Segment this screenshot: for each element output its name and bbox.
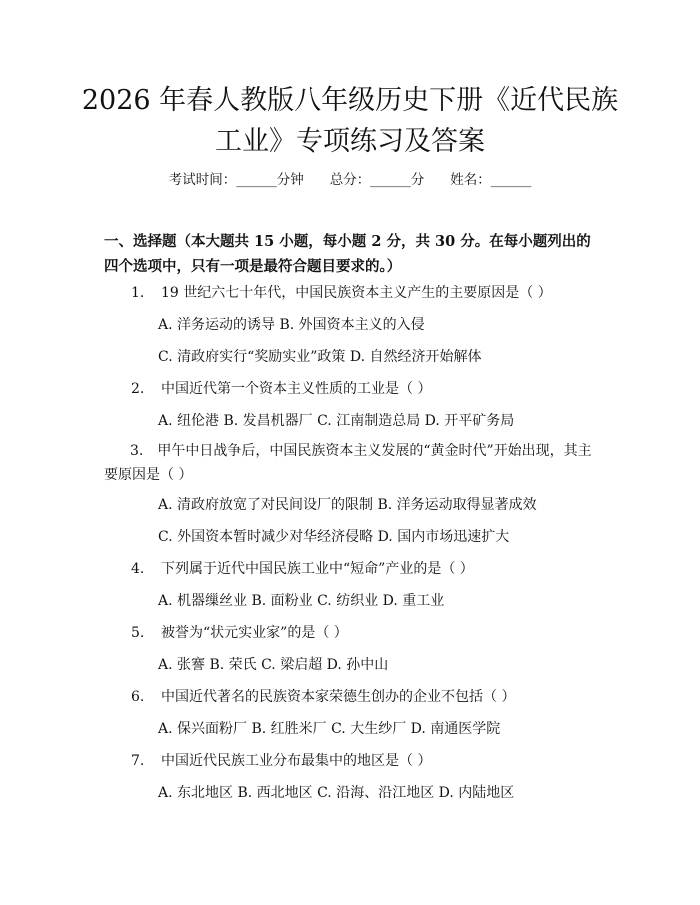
page-title-line1: 2026 年春人教版八年级历史下册《近代民族 bbox=[81, 85, 619, 116]
question-text: 中国近代民族工业分布最集中的地区是（ ） bbox=[161, 753, 432, 769]
question-text: 中国近代著名的民族资本家荣德生创办的企业不包括（ ） bbox=[161, 689, 516, 705]
question-text: 被誉为“状元实业家”的是（ ） bbox=[161, 625, 348, 641]
question-3: 3. 甲午中日战争后，中国民族资本主义发展的“黄金时代”开始出现，其主要原因是（ ） bbox=[104, 443, 592, 483]
question-3-options-a: A. 清政府放宽了对民间设厂的限制 B. 洋务运动取得显著成效 bbox=[158, 497, 537, 513]
question-7-options: A. 东北地区 B. 西北地区 C. 沿海、沿江地区 D. 内陆地区 bbox=[158, 785, 515, 801]
question-1-options-a: A. 洋务运动的诱导 B. 外国资本主义的入侵 bbox=[158, 317, 425, 333]
total-score-field: 总分：______分 bbox=[329, 172, 425, 188]
question-4 bbox=[131, 558, 474, 578]
question-2 bbox=[131, 378, 431, 398]
question-number: 4. bbox=[131, 561, 145, 577]
question-number: 1. bbox=[131, 285, 145, 301]
question-number: 5. bbox=[131, 625, 145, 641]
question-6-options: A. 保兴面粉厂 B. 红胜米厂 C. 大生纱厂 D. 南通医学院 bbox=[158, 721, 501, 737]
exam-meta bbox=[0, 168, 700, 188]
page-title-line2: 工业》专项练习及答案 bbox=[215, 126, 485, 157]
question-2-options: A. 纽伦港 B. 发昌机器厂 C. 江南制造总局 D. 开平矿务局 bbox=[158, 413, 515, 429]
question-1 bbox=[131, 282, 552, 302]
question-number: 2. bbox=[131, 381, 145, 397]
question-3-options-b: C. 外国资本暂时减少对华经济侵略 D. 国内市场迅速扩大 bbox=[158, 529, 510, 545]
question-text: 中国近代第一个资本主义性质的工业是（ ） bbox=[161, 381, 432, 397]
question-4-options: A. 机器缫丝业 B. 面粉业 C. 纺织业 D. 重工业 bbox=[158, 593, 445, 609]
question-number: 7. bbox=[131, 753, 145, 769]
question-text: 19 世纪六七十年代，中国民族资本主义产生的主要原因是（ ） bbox=[161, 285, 552, 301]
question-6 bbox=[131, 686, 515, 706]
exam-time-field: 考试时间：______分钟 bbox=[168, 172, 304, 188]
student-name-field: 姓名：______ bbox=[450, 172, 532, 188]
question-7 bbox=[131, 750, 431, 770]
section-heading: 一、选择题（本大题共 15 小题，每小题 2 分，共 30 分。在每小题列出的四个选项中，只有一项是最符合题目要求的。） bbox=[104, 233, 591, 275]
question-1-options-b: C. 清政府实行“奖励实业”政策 D. 自然经济开始解体 bbox=[158, 349, 482, 365]
question-number: 6. bbox=[131, 689, 145, 705]
question-text: 下列属于近代中国民族工业中“短命”产业的是（ ） bbox=[161, 561, 474, 577]
question-5-options: A. 张謇 B. 荣氏 C. 梁启超 D. 孙中山 bbox=[158, 657, 389, 673]
question-5 bbox=[131, 622, 348, 642]
